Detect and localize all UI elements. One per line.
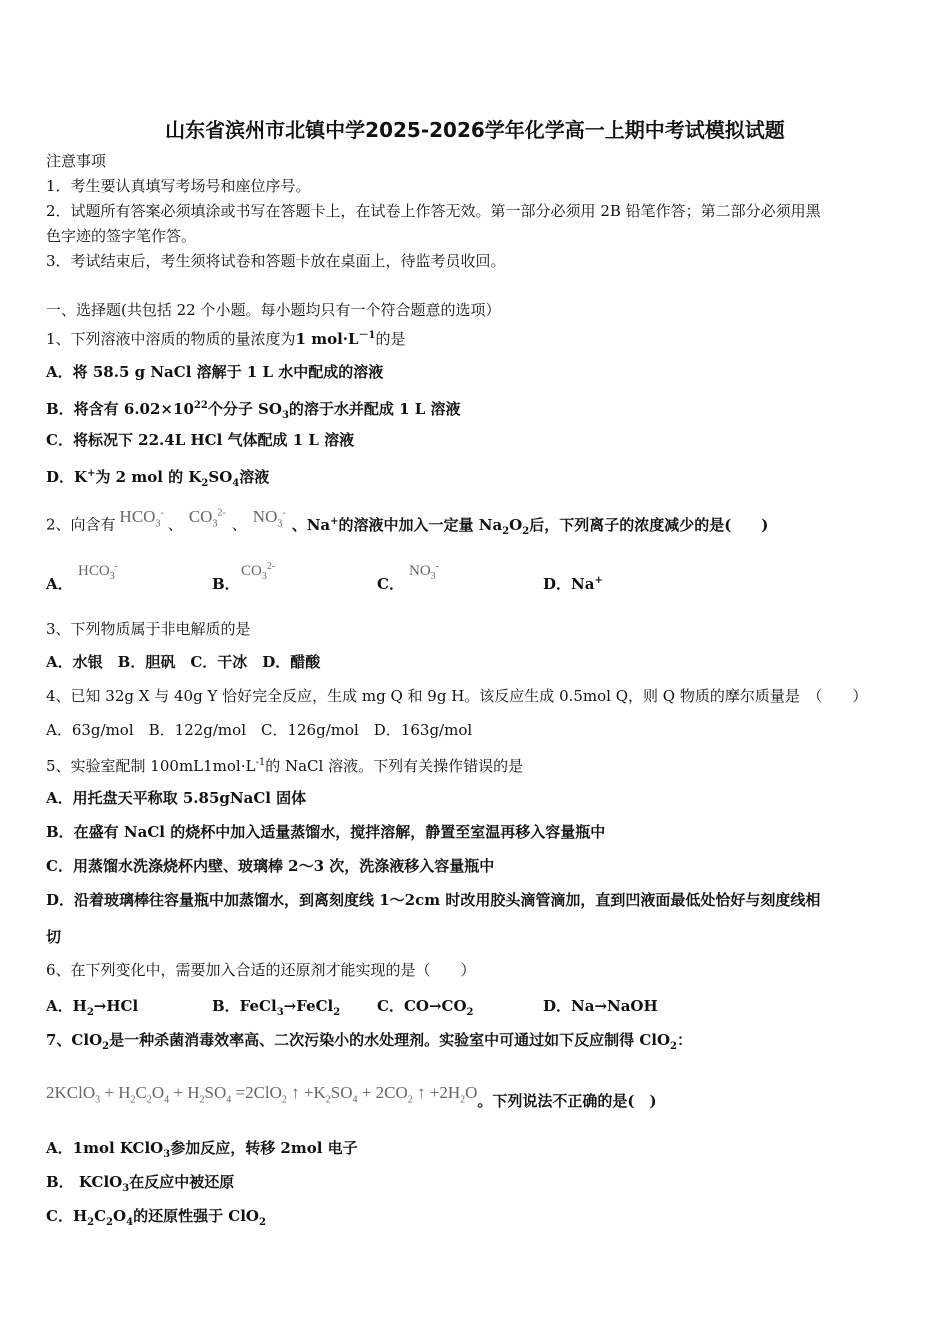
notice-item-2-cont: 色字迹的签字笔作答。 [46,227,197,245]
q3-stem: 3、下列物质属于非电解质的是 [46,620,251,638]
equation-subscript: 2 [325,1094,331,1106]
q1-option-a: A．将 58.5 g NaCl 溶解于 1 L 水中配成的溶液 [46,363,384,381]
q2-option-c-ion: $NO_3^-$ [409,561,440,582]
equation-subscript: 2 [199,1094,205,1106]
q5-option-d-cont: 切 [46,928,62,946]
notice-item-2: 2．试题所有答案必须填涂或书写在答题卡上，在试卷上作答无效。第一部分必须用 2B 铅笔作答；第二部分必须用黑 [46,202,821,220]
equation-term: 2KClO [46,1083,96,1102]
q2-stem: 2、向含有 $HCO_3^-$、 $CO_3^{2-}$、 $NO_3^-$、Na+的溶液中加入一定量 $Na_2O_2$后，下列离子的浓度减少的是( ) [46,506,769,537]
q6-option-b: B．FeCl$_3$→FeCl$_2$ [212,997,341,1018]
q7-equation-line: 2KClO$_3$ + $H_2C_2O_4 + H_2SO_4 =2ClO_2$ ↑ $+K_2SO_4 + 2CO_2$ ↑ $+2H_2O$。下列说法不正确的是( ) [46,1083,657,1110]
q5-stem: 5、实验室配制 $100mL1mol\cdot L^{-1}$的 NaCl 溶液。下列有关操作错误的是 [46,757,524,775]
q7-option-c: C．$H_2C_2O_4$的还原性强于 ClO$_2$ [46,1207,266,1228]
q2-option-b-ion: $CO_3^{2-}$ [241,561,276,582]
q5-option-d: D．沿着玻璃棒往容量瓶中加蒸馏水，到离刻度线 1～2cm 时改用胶头滴管滴加，直到凹液面最低处恰好与刻度线相 [46,891,821,909]
q2-option-a-ion: $HCO_3^-$ [78,561,119,582]
equation-term: O [151,1083,165,1102]
ion-co3: $CO_3^{2-}$ [188,506,226,530]
notice-item-1: 1．考生要认真填写考场号和座位序号。 [46,177,311,195]
equation-subscript: 4 [352,1094,358,1106]
q1-option-c: C．将标况下 22.4L HCl 气体配成 1 L 溶液 [46,431,355,449]
q2-option-a: A． [46,575,73,593]
equation-term: + H [100,1083,131,1102]
q6-option-d: D．Na→NaOH [543,997,658,1015]
q2-option-c: C． [377,575,404,593]
equation-subscript: 2 [146,1094,152,1106]
equation-term: SO [204,1083,227,1102]
equation-term: =2ClO [231,1083,282,1102]
equation-term: ↑ +K [286,1083,326,1102]
q7-option-a: A．1mol KClO$_3$参加反应，转移 2mol 电子 [46,1139,358,1160]
notice-heading: 注意事项 [46,152,107,170]
exam-title: 山东省滨州市北镇中学2025-2026学年化学高一上期中考试模拟试题 [165,118,785,142]
ion-no3: $NO_3^-$ [252,506,286,530]
equation-subscript: 2 [281,1094,287,1106]
q1-option-b: B．将含有 $6.02\times 10^{22}$个分子 $SO_3$的溶于水并配成 1 L 溶液 [46,400,461,421]
q4-options: A．63g/mol B．122g/mol C．126g/mol D．163g/mol [46,721,473,739]
equation-subscript: 3 [95,1094,101,1106]
q5-option-c: C．用蒸馏水洗涤烧杯内壁、玻璃棒 2～3 次，洗涤液移入容量瓶中 [46,857,495,875]
equation-term: O [465,1083,478,1102]
q5-option-b: B．在盛有 NaCl 的烧杯中加入适量蒸馏水，搅拌溶解，静置至室温再移入容量瓶中 [46,823,606,841]
q4-stem: 4、已知 32g X 与 40g Y 恰好完全反应，生成 mg Q 和 9g H。该反应生成 0.5mol Q，则 Q 物质的摩尔质量是 （ ） [46,687,868,705]
equation-subscript: 2 [460,1094,466,1106]
q3-options: A．水银 B．胆矾 C．干冰 D．醋酸 [46,653,321,671]
q6-option-a: A．$H_2\to HCl$ [46,997,139,1018]
equation-subscript: 2 [407,1094,413,1106]
q7-stem: 7、ClO$_2$是一种杀菌消毒效率高、二次污染小的水处理剂。实验室中可通过如下反应制得 ClO$_2$： [46,1031,693,1052]
section-heading: 一、选择题(共包括 22 个小题。每小题均只有一个符合题意的选项） [46,301,501,319]
notice-item-3: 3．考试结束后，考生须将试卷和答题卡放在桌面上，待监考员收回。 [46,252,506,270]
equation-subscript: 4 [226,1094,232,1106]
equation-term: + 2CO [357,1083,408,1102]
q6-option-c: C．$CO\to CO_2$ [377,997,474,1018]
q1-option-d: D．K+为 2 mol 的 $K_2SO_4$溶液 [46,468,270,489]
q2-option-b: B． [212,575,240,593]
equation-subscript: 4 [164,1094,170,1106]
equation-term: + H [169,1083,200,1102]
q5-option-a: A．用托盘天平称取 5.85gNaCl 固体 [46,789,307,807]
equation-term: C [135,1083,147,1102]
equation-term: ↑ +2H [412,1083,461,1102]
q1-stem: 1、下列溶液中溶质的物质的量浓度为1 $mol\cdot L^{-1}$的是 [46,330,406,348]
q2-option-d: D．Na+ [543,575,603,593]
equation-subscript: 2 [130,1094,136,1106]
q7-option-b: B． KClO$_3$在反应中被还原 [46,1173,235,1194]
ion-hco3: $HCO_3^-$ [119,506,164,530]
q6-stem: 6、在下列变化中，需要加入合适的还原剂才能实现的是（ ） [46,961,476,979]
equation-term: SO [330,1083,353,1102]
